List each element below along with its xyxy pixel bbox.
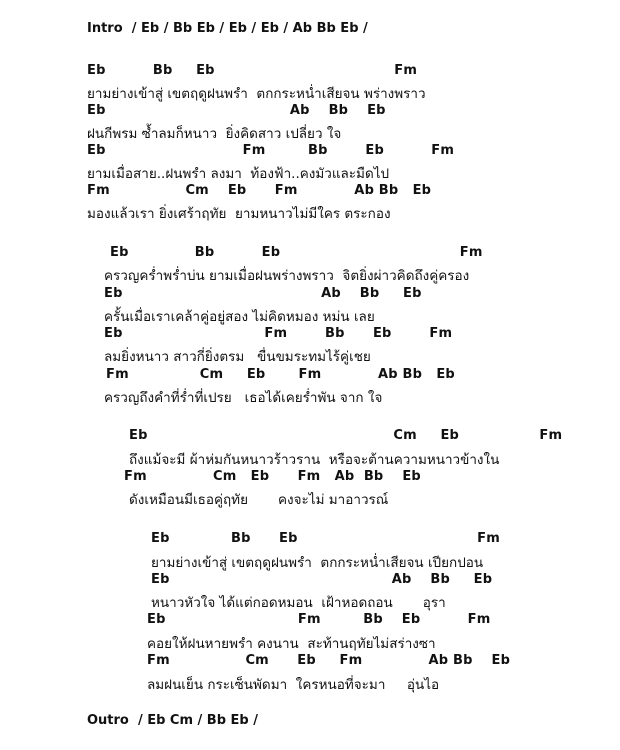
verse3-chord-line-1: Eb Bb Eb Fm (151, 531, 500, 546)
verse2-lyric-line-4: ครวญถึงคำที่ร่ำที่เปรย เธอได้เคยร่ำพัน จาก ใจ (104, 390, 383, 406)
intro-label: Intro (87, 21, 123, 36)
verse2-lyric-line-3: ลมยิ่งหนาว สาวกี่ยิ่งตรม ขื่นขมระทมไร้คู่เชย (104, 349, 371, 365)
verse2-chord-line-2: Eb Ab Bb Eb (104, 286, 422, 301)
verse1-lyric-line-3: ยามเมื่อสาย..ฝนพรำ ลงมา ท้องฟ้า..คงมัวและมืดไป (87, 166, 390, 182)
verse1-lyric-line-1: ยามย่างเข้าสู่ เขตฤดูฝนพรำ ตกกระหน่ำเสียจน พร่างพราว (87, 86, 426, 102)
verse2-lyric-line-1: ครวญคร่ำพร่ำบ่น ยามเมื่อฝนพร่างพราว จิตยิ่งผ่าวคิดถึงคู่ครอง (104, 268, 470, 284)
verse1-chord-line-4: Fm Cm Eb Fm Ab Bb Eb (87, 183, 432, 198)
verse3-lyric-line-1: ยามย่างเข้าสู่ เขตฤดูฝนพรำ ตกกระหน่ำเสียจน เปียกปอน (151, 555, 484, 571)
verse1-lyric-line-4: มองแล้วเรา ยิ่งเศร้าฤทัย ยามหนาวไม่มีใคร ตระกอง (87, 206, 391, 222)
verse2-chord-line-1: Eb Bb Eb Fm (110, 245, 483, 260)
verse1-chord-line-1: Eb Bb Eb Fm (87, 63, 418, 78)
verse1-lyric-line-2: ฝนกีพรม ซ้ำลมก็หนาว ยิ่งคิดสาว เปลี่ยว ใจ (87, 126, 342, 142)
verse3-lyric-line-3: คอยให้ฝนหายพรำ คงนาน สะท้านฤทัยไม่สร่างซา (147, 636, 436, 652)
verse3-chord-line-4: Fm Cm Eb Fm Ab Bb Eb (147, 653, 511, 668)
outro-chords: / Eb Cm / Bb Eb / (137, 713, 259, 728)
verse1-chord-line-3: Eb Fm Bb Eb Fm (87, 143, 455, 158)
bridge-lyric-line-2: ดังเหมือนมีเธอคู่ฤทัย คงจะไม่ มาอาวรณ์ (129, 492, 389, 508)
verse3-lyric-line-4: ลมฝนเย็น กระเซ็นพัดมา ใครหนอที่จะมา อุ่นไอ (147, 677, 440, 693)
bridge-lyric-line-1: ถึงแม้จะมี ผ้าห่มกันหนาวร้าวราน หรือจะต้านความหนาวข้างใน (129, 452, 500, 468)
verse1-chord-line-2: Eb Ab Bb Eb (87, 103, 386, 118)
verse3-chord-line-2: Eb Ab Bb Eb (151, 572, 493, 587)
outro-line (87, 713, 258, 728)
bridge-chord-line-1: Eb Cm Eb Fm (129, 428, 563, 443)
outro-label: Outro (87, 713, 129, 728)
intro-chords: / Eb / Bb Eb / Eb / Eb / Ab Bb Eb / (131, 21, 368, 36)
verse3-lyric-line-2: หนาวหัวใจ ได้แต่กอดหมอน เฝ้าหอดถอน อุรา (151, 595, 446, 611)
verse3-chord-line-3: Eb Fm Bb Eb Fm (147, 612, 491, 627)
verse2-chord-line-3: Eb Fm Bb Eb Fm (104, 326, 453, 341)
bridge-chord-line-2: Fm Cm Eb Fm Ab Bb Eb (124, 469, 421, 484)
verse2-lyric-line-2: ครั้นเมื่อเราเคล้าคู่อยู่สอง ไม่คิดหมอง หม่น เลย (104, 309, 375, 325)
verse2-chord-line-4: Fm Cm Eb Fm Ab Bb Eb (106, 367, 455, 382)
intro-line (87, 21, 368, 36)
